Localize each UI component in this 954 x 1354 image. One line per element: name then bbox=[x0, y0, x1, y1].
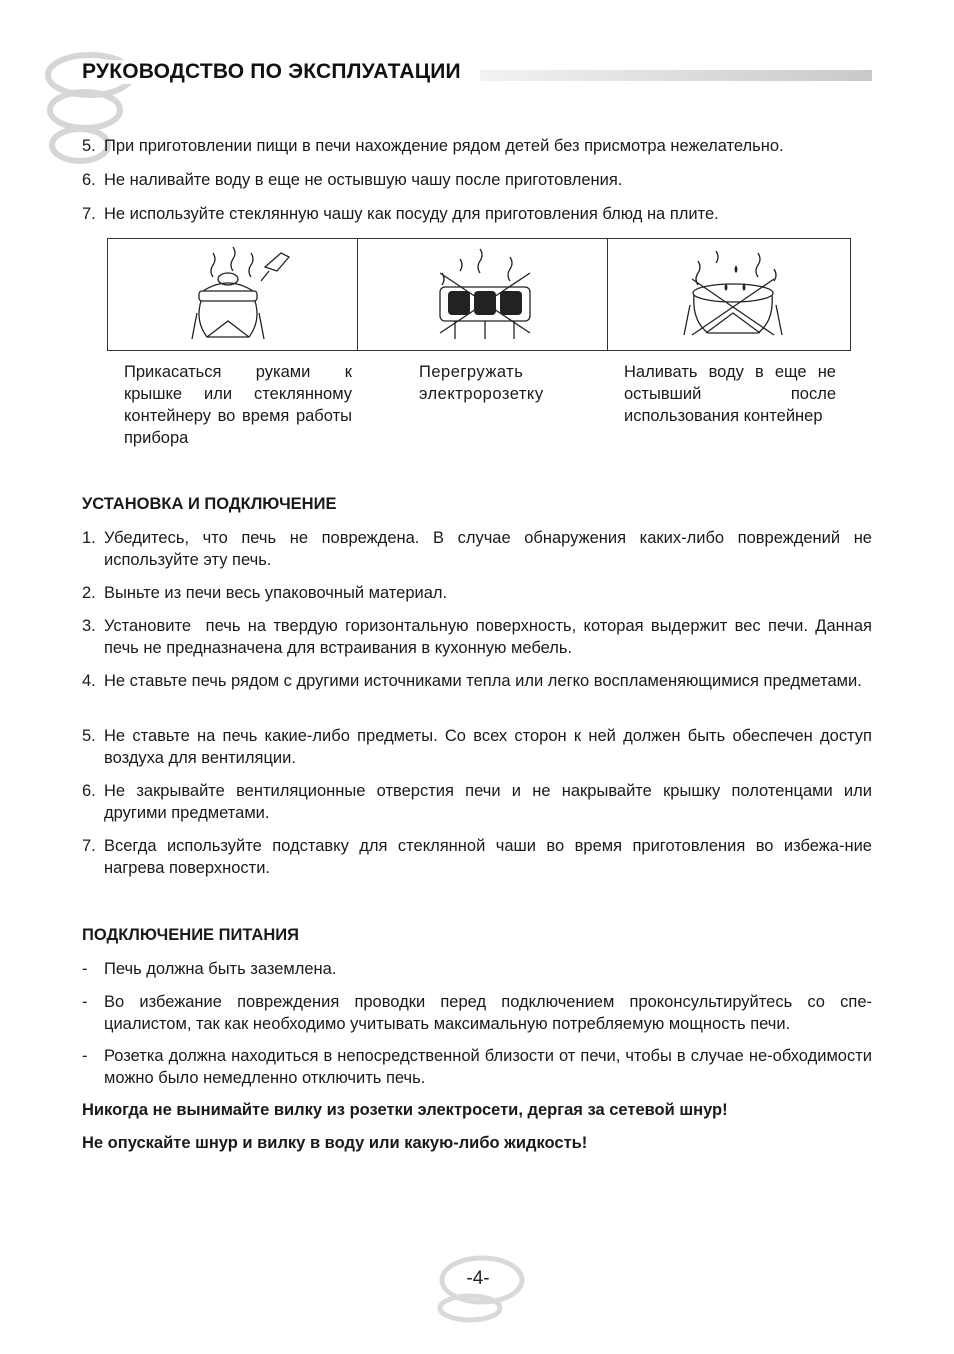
list-item: 2. Выньте из печи весь упаковочный материал. bbox=[82, 584, 448, 602]
list-item: 1. Убедитесь, что печь не повреждена. В случае обнаружения каких-либо повреждений не используйте эту печь. bbox=[82, 529, 872, 569]
table-divider bbox=[357, 239, 358, 350]
figure-caption: Перегружать электророзетку bbox=[419, 363, 544, 403]
list-item: 3. Установите печь на твердую горизонтальную поверхность, которая выдержит вес печи. Данная печь не предназначена для встраивания в кухонную мебель. bbox=[82, 617, 895, 657]
list-item: 7. Не используйте стеклянную чашу как посуду для приготовления блюд на плите. bbox=[82, 205, 719, 223]
table-divider bbox=[607, 239, 608, 350]
page-number: -4- bbox=[466, 1268, 490, 1289]
list-item: 6. Не наливайте воду в еще не остывшую чашу после приготовления. bbox=[82, 171, 623, 189]
warning-text: Не опускайте шнур и вилку в воду или какую-либо жидкость! bbox=[82, 1134, 588, 1152]
section-heading-installation: УСТАНОВКА И ПОДКЛЮЧЕНИЕ bbox=[82, 495, 337, 513]
warning-text: Никогда не вынимайте вилку из розетки электросети, дергая за сетевой шнур! bbox=[82, 1101, 728, 1119]
list-item: 5. Не ставьте на печь какие-либо предметы. Со всех сторон к ней должен быть обеспечен доступ воздуха для вентиляции. bbox=[82, 727, 872, 767]
water-pouring-hot-bowl-icon bbox=[678, 243, 793, 347]
overloaded-socket-icon bbox=[430, 243, 540, 347]
list-item: - Во избежание повреждения проводки перед подключением проконсультируйтесь со спе-циалистом, так как необходимо учитывать максимальную потребляемую мощность печи. bbox=[82, 993, 872, 1033]
warning-figures-table bbox=[107, 238, 851, 351]
list-item: 6. Не закрывайте вентиляционные отверстия печи и не накрывайте крышку полотенцами или другими предметами. bbox=[82, 782, 872, 822]
list-item: - Розетка должна находиться в непосредственной близости от печи, чтобы в случае не-обходимости можно было немедленно отключить печь. bbox=[82, 1047, 872, 1087]
figure-caption: Наливать воду в еще не остывший после использования контейнер bbox=[624, 363, 836, 425]
header-rule bbox=[480, 70, 872, 81]
list-item: 7. Всегда используйте подставку для стеклянной чаши во время приготовления во избежа-ние нагрева поверхности. bbox=[82, 837, 872, 877]
page-header-title: РУКОВОДСТВО ПО ЭКСПЛУАТАЦИИ bbox=[82, 60, 465, 84]
list-item: 4. Не ставьте печь рядом с другими источниками тепла или легко воспламеняющимися предметами. bbox=[82, 672, 862, 690]
hand-touching-lid-icon bbox=[183, 243, 298, 347]
section-heading-power: ПОДКЛЮЧЕНИЕ ПИТАНИЯ bbox=[82, 926, 299, 944]
list-item: - Печь должна быть заземлена. bbox=[82, 960, 337, 978]
figure-caption: Прикасаться руками к крышке или стеклянному контейнеру во время работы прибора bbox=[124, 363, 352, 447]
list-item: 5. При приготовлении пищи в печи нахождение рядом детей без присмотра нежелательно. bbox=[82, 137, 784, 155]
